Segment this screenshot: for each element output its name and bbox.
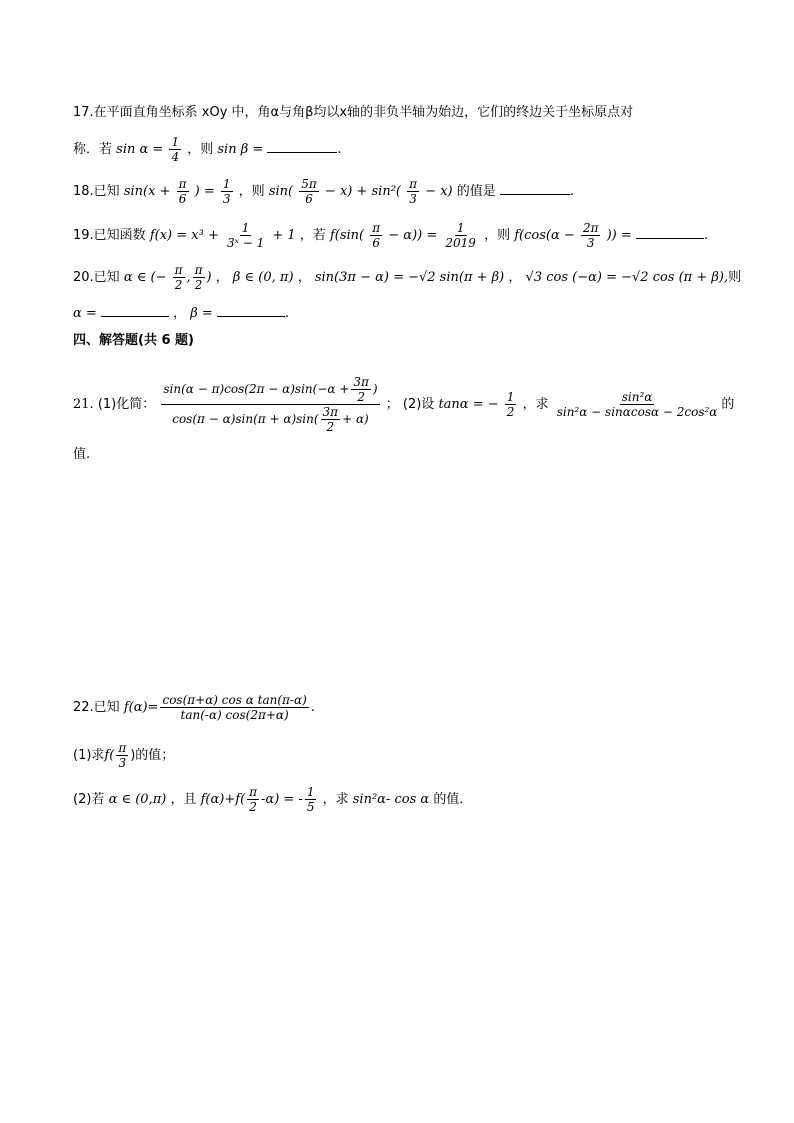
q19-frac1 <box>225 222 266 249</box>
q19-mid2: ，则 <box>484 228 511 243</box>
q19-answer-blank[interactable] <box>636 226 704 239</box>
q18-expr1: sin(x + <box>123 184 171 199</box>
q21-den-inner-frac <box>321 406 341 433</box>
q22-fa: f(α)= <box>123 700 159 715</box>
q19-f4-num: 2π <box>582 221 599 235</box>
q20-expr3: β ∈ (0, π) <box>232 270 294 285</box>
q18-mid: ，则 <box>238 184 265 199</box>
q22-p2-expr2: -α) = - <box>261 792 303 807</box>
q22-line1 <box>73 694 315 721</box>
q19-frac4 <box>581 222 601 249</box>
q19-expr6: )) = <box>606 228 632 243</box>
q22-p1-f: f( <box>104 748 115 763</box>
q21-num-a: sin(α − π)cos(2π − α)sin(−α + <box>163 382 350 396</box>
q18-frac4 <box>407 178 419 205</box>
q21-frac3 <box>555 391 720 418</box>
q20-sep1: ， <box>215 270 229 285</box>
q22-p2-expr3: sin²α- cos α <box>352 792 430 807</box>
q22-part2 <box>73 786 472 813</box>
q20-beta-label: β = <box>190 306 213 321</box>
q21-big-fraction <box>161 376 379 433</box>
q22-p2-set: α ∈ (0,π) <box>108 792 167 807</box>
q21-qiu: ，求 <box>522 397 549 412</box>
q19-f4-den: 3 <box>586 236 595 250</box>
q20-frac1 <box>173 264 185 291</box>
q18-f3-num: 5π <box>301 177 317 191</box>
q22-p1-num: π <box>118 741 127 755</box>
q20-alpha-blank[interactable] <box>101 304 169 317</box>
q20-alpha-label: α = <box>73 306 97 321</box>
q20-line2-sep: ， <box>173 306 187 321</box>
q19-f3-den: 2019 <box>445 236 476 250</box>
q18-f4-den: 3 <box>409 192 417 206</box>
q22-p2-num2: 1 <box>306 785 315 799</box>
q21-f2-den: 2 <box>506 405 515 419</box>
q22-f-den: tan(-α) cos(2π+α) <box>180 708 289 722</box>
q18-f2-den: 3 <box>222 192 231 206</box>
q20-comma: , <box>186 270 191 285</box>
q22-p2-den1: 2 <box>249 800 257 814</box>
q20-expr2: ) <box>206 270 212 285</box>
q19-line <box>73 222 708 249</box>
q19-expr3: f(sin( <box>329 228 365 243</box>
q17-line2 <box>73 136 342 163</box>
q19-prefix: 19.已知函数 <box>73 228 146 243</box>
q19-f3-num: 1 <box>456 221 465 235</box>
q18-f4-num: π <box>409 177 418 191</box>
q21-line2 <box>73 448 90 461</box>
q22-p1-a: (1)求 <box>73 748 105 763</box>
q22-p2-d: 的值． <box>433 792 473 807</box>
q21-part2: (2)设 <box>402 397 435 412</box>
q18-f1-num: π <box>178 177 187 191</box>
q22-p2-c: ，求 <box>322 792 349 807</box>
q20-f2-num: π <box>194 263 203 277</box>
q17-text: 17.在平面直角坐标系 xOy 中，角α与角β均以x轴的非负半轴为始边，它们的终边关于坐标原点对 <box>73 105 634 120</box>
q20-f1-num: π <box>174 263 183 277</box>
q21-f3-num: sin²α <box>621 390 653 404</box>
q18-f2-num: 1 <box>222 177 231 191</box>
q17-text-b: ，则 <box>187 142 214 157</box>
q21-den-b: + α) <box>342 412 369 426</box>
q22-p2-frac1 <box>247 786 259 813</box>
q17-end: . <box>337 142 342 157</box>
q22-fraction <box>160 694 308 721</box>
q18-f1-den: 6 <box>178 192 187 206</box>
q21-big-num <box>161 376 379 405</box>
q21-part1: (1)化简： <box>97 397 156 412</box>
q21-num-inner-num: 3π <box>353 375 369 389</box>
q18-prefix: 18.已知 <box>73 184 120 199</box>
q21-num-inner-frac <box>351 376 371 403</box>
q19-expr2: + 1 <box>272 228 296 243</box>
q21-de: 的 <box>721 397 735 412</box>
q17-frac-den: 4 <box>171 150 180 164</box>
q21-line1 <box>73 376 734 433</box>
q18-expr4: − x) + sin²( <box>324 184 401 199</box>
q18-f3-den: 6 <box>305 192 313 206</box>
q18-frac3 <box>299 178 319 205</box>
q19-f2-num: π <box>372 221 381 235</box>
q22-p2-den2: 5 <box>306 800 315 814</box>
q18-expr3: sin( <box>268 184 294 199</box>
q20-f2-den: 2 <box>194 278 203 292</box>
q20-beta-blank[interactable] <box>217 304 285 317</box>
q20-f1-den: 2 <box>174 278 183 292</box>
q19-end: . <box>703 228 709 243</box>
q19-expr4: − α)) = <box>388 228 438 243</box>
q19-f1-num: 1 <box>241 221 250 235</box>
q18-expr5: − x) <box>425 184 453 199</box>
q18-tail: 的值是 <box>456 184 496 199</box>
q22-f-num: cos(π+α) cos α tan(π-α) <box>162 693 307 707</box>
q22-p1-b: )的值； <box>130 748 175 763</box>
q20-sep2: ， <box>297 270 311 285</box>
q20-expr5: √3 cos (−α) = −√2 cos (π + β), <box>525 270 729 285</box>
q21-num-b: ) <box>372 382 378 396</box>
q17-answer-blank[interactable] <box>267 140 337 153</box>
q20-expr1: α ∈ (− <box>123 270 167 285</box>
q17-line1 <box>73 106 633 119</box>
q21-f2-num: 1 <box>506 390 515 404</box>
q21-den-inner-num: 3π <box>322 405 339 419</box>
q18-answer-blank[interactable] <box>500 182 570 195</box>
q21-num-inner-den: 2 <box>357 390 365 404</box>
q18-line <box>73 178 574 205</box>
q21-prefix: 21. <box>73 397 94 412</box>
q19-expr1: f(x) = x³ + <box>149 228 219 243</box>
q20-prefix: 20.已知 <box>73 270 120 285</box>
q21-line2-text: 值. <box>73 447 91 462</box>
q22-end: . <box>310 700 315 715</box>
q21-big-den <box>170 405 371 433</box>
q22-p2-b: ，且 <box>170 792 197 807</box>
q17-fraction <box>169 136 181 163</box>
q18-end: . <box>569 184 575 199</box>
q21-frac2 <box>505 391 517 418</box>
q19-mid1: ，若 <box>299 228 326 243</box>
q19-f2-den: 6 <box>372 236 381 250</box>
q21-f3-den: sin²α − sinαcosα − 2cos²α <box>556 405 718 419</box>
q22-p2-num1: π <box>249 785 258 799</box>
q18-expr2: ) = <box>194 184 215 199</box>
q18-frac2 <box>221 178 233 205</box>
q20-line2 <box>73 304 289 320</box>
q17-sin-beta: sin β = <box>217 142 264 157</box>
q17-text-a: 称．若 <box>73 142 113 157</box>
q22-prefix: 22.已知 <box>73 700 120 715</box>
q20-end: . <box>284 306 290 321</box>
q21-sep: ； <box>385 397 399 412</box>
q19-frac2 <box>370 222 382 249</box>
q22-p2-frac2 <box>305 786 317 813</box>
q22-p2-a: (2)若 <box>73 792 105 807</box>
q20-frac2 <box>193 264 205 291</box>
q21-tan: tanα = − <box>438 397 499 412</box>
q19-f1-den: 3ˣ − 1 <box>226 236 265 250</box>
q20-line1 <box>73 264 741 291</box>
q21-den-a: cos(π − α)sin(π + α)sin( <box>172 412 319 426</box>
q22-part1 <box>73 742 174 769</box>
q20-sep3: ， <box>508 270 522 285</box>
q19-expr5: f(cos(α − <box>514 228 575 243</box>
q22-p2-expr1: f(α)+f( <box>200 792 246 807</box>
q17-frac-num: 1 <box>171 135 180 149</box>
q20-expr4: sin(3π − α) = −√2 sin(π + β) <box>314 270 505 285</box>
q17-sin-alpha: sin α = <box>116 142 164 157</box>
q22-p1-frac <box>116 742 128 769</box>
section-heading: 四、解答题(共 6 题) <box>73 333 194 348</box>
q19-frac3 <box>443 222 478 249</box>
q20-tail: 则 <box>728 270 742 285</box>
q21-den-inner-den: 2 <box>326 420 335 434</box>
q18-frac1 <box>177 178 189 205</box>
q22-p1-den: 3 <box>118 756 127 770</box>
